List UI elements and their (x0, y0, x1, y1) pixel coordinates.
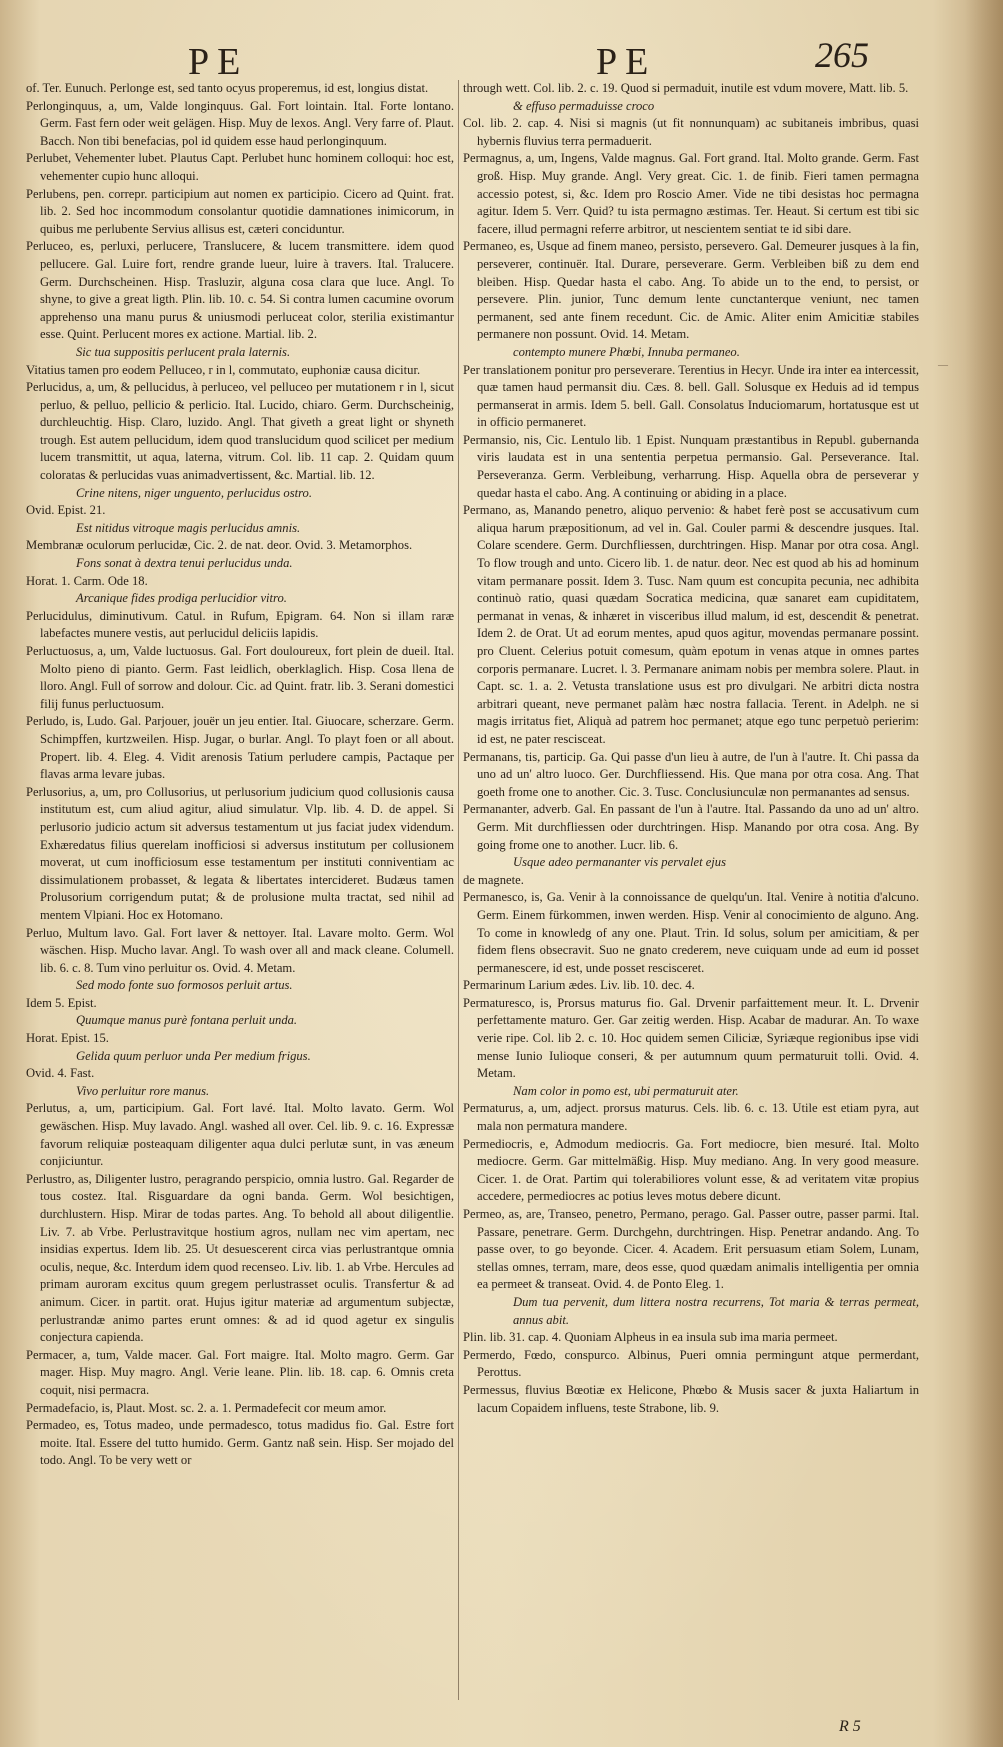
verse-quote: Arcanique fides prodiga perlucidior vitro. (76, 591, 287, 606)
running-head-left: PE (188, 41, 249, 83)
dictionary-entry: Perluo, Multum lavo. Gal. Fort laver & nettoyer. Ital. Lavare molto. Germ. Wol wäschen. Hisp. Mucho lavar. Angl. To wash over all and mack cleane. Columell. lib. 6. c. 8. Tum vino perluitur os. Ovid. 4. Metam. (26, 925, 454, 975)
dictionary-entry: Perluctuosus, a, um, Valde luctuosus. Gal. Fort douloureux, fort plein de dueil. Ital. Molto pieno di pianto. Germ. Fast leidlich, oberklaglich. Hisp. Cosa llena de lloro. Angl. Full of sorrow and dolour. Cic. ad Quint. fratr. lib. 3. Serani domestici filij funus perluctuosum. (26, 644, 454, 711)
dictionary-entry: Permaturesco, is, Prorsus maturus fio. Gal. Drvenir parfaittement meur. It. L. Drvenir perfettamente maturo. Ger. Gar zeitig werden. Hisp. Acabar de madurar. An. To waxe verie ripe. Col. lib 2. c. 10. Hoc quidem semen Ciliciæ, Syriæque regionibus ipse vidi mense Iunio Iulioque conseri, & per autumnum quum permaturuit tolli. Ovid. 4. Metam. (463, 995, 919, 1081)
dictionary-entry: Permacer, a, tum, Valde macer. Gal. Fort maigre. Ital. Molto magro. Germ. Gar mager. Hisp. Muy magro. Angl. Verie leane. Plin. lib. 18. cap. 6. Omnis creta coquit, nisi permacra. (26, 1347, 454, 1397)
verse-quote: Dum tua pervenit, dum littera nostra recurrens, Tot maria & terras permeat, annus abit. (513, 1294, 919, 1327)
dictionary-entry: Col. lib. 2. cap. 4. Nisi si magnis (ut fit nonnunquam) ac subitaneis imbribus, quasi hybernis fluvius terra permaduerit. (463, 116, 919, 148)
dictionary-entry: Perlusorius, a, um, pro Collusorius, ut perlusorium judicium quod collusionis causa institutum est, cum aliud agitur, aliud simulatur. Vlp. lib. 4. D. de appel. Si perlusorio judicio actum sit adversus testamentum ut jus faciat judex videndum. Exhæredatus filius querelam inofficiosi si adversus institutum per collusionem moverat, ut cum inofficiosum esse testamentum per instituti conniventiam ac dissimulationem probasset, & legata & libertates intercideret. Budæus tamen Prolusorium corrigendum putat; & de prolusione multa tractat, sed nihil ad mentem Vlpiani. Hoc ex Hotomano. (26, 784, 454, 922)
dictionary-entry: Permaturus, a, um, adject. prorsus maturus. Cels. lib. 6. c. 13. Utile est etiam pyra, aut mala non permatura mandere. (463, 1101, 919, 1134)
dictionary-entry: Plin. lib. 31. cap. 4. Quoniam Alpheus in ea insula sub ima maria permeet. (463, 1330, 838, 1345)
dictionary-entry: Permansio, nis, Cic. Lentulo lib. 1 Epist. Nunquam præstantibus in Republ. gubernanda viris laudata est in una sententia perpetua permansio. Gal. Perseverance. Ital. Perseveranza. Germ. Verbleibung, verharrung. Hisp. Aquella obra de perseverar y quedar hasta el cabo. Ang. A continuing or abiding in a place. (463, 432, 919, 500)
dictionary-entry: Perlucidus, a, um, & pellucidus, à perluceo, vel pelluceo per mutationem r in l, sicut perluo, & pelluo, pellicio & perlicio. Ital. Lucido, chiaro. Germ. Durchscheinig, durchleuchtig. Hisp. Claro, luzido. Angl. That giveth a great light or shyneth trough. Est autem pellucidum, idem quod translucidum quod scilicet per medium lucem transmittit, ut aqua, laterna, vitrum. Col. lib. 11 cap. 2. Quidam quum coloratas & perlucidas vuas animadvertissent, &c. Martial. lib. 12. (26, 380, 454, 483)
page-header (0, 28, 1003, 88)
dictionary-entry: Perludo, is, Ludo. Gal. Parjouer, jouër un jeu entier. Ital. Giuocare, scherzare. Germ. Schimpffen, kurtzweilen. Hisp. Jugar, o burlar. Angl. To playt foen or all about. Propert. lib. 4. Eleg. 4. Vidit arenosis Tatium perludere campis, Pactaque per flavas arma levare jubas. (26, 714, 454, 782)
verse-quote: contempto munere Phœbi, Innuba permaneo. (513, 344, 740, 359)
dictionary-entry: Perlonginquus, a, um, Valde longinquus. Gal. Fort lointain. Ital. Forte lontano. Germ. Fast fern oder weit gelägen. Hisp. Muy de lexos. Angl. Very farre of. Plaut. Bacch. Non tibi benefacias, pol id quidem esse haud perlonginquum. (26, 98, 454, 148)
dictionary-entry: Permaneo, es, Usque ad finem maneo, persisto, persevero. Gal. Demeurer jusques à la fin, perseverer, continuër. Ital. Durare, perseverare. Germ. Verbleiben biß zu dem end bleiben. Hisp. Quedar hasta el cabo. Ang. To abide un to the end, to persist, or persevere. Plin. junior, Tunc demum lente cunctanterque veniunt, nec tamen permanent, sed ante finem recedunt. Cic. de Amic. Aliter enim Amicitiæ stabiles permanere non possunt. Ovid. 14. Metam. (463, 239, 919, 342)
dictionary-entry: Permadeo, es, Totus madeo, unde permadesco, totus madidus fio. Gal. Estre fort moite. Ital. Essere del tutto humido. Germ. Gantz naß sein. Hisp. Ser mojado del todo. Angl. To be very wett or (26, 1418, 454, 1468)
dictionary-entry: Permarinum Larium ædes. Liv. lib. 10. dec. 4. (463, 978, 695, 993)
dictionary-entry: Perlutus, a, um, participium. Gal. Fort lavé. Ital. Molto lavato. Germ. Wol gewäschen. Hisp. Muy lavado. Angl. washed all over. Cel. lib. 9. c. 16. Expressæ favorum reliquiæ posteaquam diligenter aqua dulci perlutæ sunt, in vas æneum conjiciuntur. (26, 1101, 454, 1169)
dictionary-entry: of. Ter. Eunuch. Perlonge est, sed tanto ocyus properemus, id est, longius distat. (26, 81, 429, 95)
page-edge-shadow (965, 0, 1003, 1747)
dictionary-entry: de magnete. (463, 872, 524, 887)
dictionary-entry: Permeo, as, are, Transeo, penetro, Permano, perago. Gal. Passer outre, passer parmi. Ital. Passare, penetrare. Germ. Durchgehn, durchtringen. Hisp. Penetrar andando. Ang. To passe over, to go beyonde. Cicer. 4. Academ. Erit persuasum etiam Solem, Lunam, stellas omnes, terram, mare, deos esse, quod quædam animalis intelligentia per omnia ea permeet & transeat. Ovid. 4. de Ponto Eleg. 1. (463, 1207, 919, 1292)
verse-quote: Nam color in pomo est, ubi permaturuit ater. (513, 1083, 739, 1098)
dictionary-entry: Ovid. 4. Fast. (26, 1066, 95, 1081)
dictionary-entry: Vitatius tamen pro eodem Pelluceo, r in l, commutato, euphoniæ causa dicitur. (26, 362, 421, 377)
verse-quote: Sed modo fonte suo formosos perluit artus. (76, 978, 293, 993)
verse-quote: Est nitidus vitroque magis perlucidus amnis. (76, 520, 301, 535)
margin-mark: — (938, 360, 948, 371)
dictionary-entry: Perluceo, es, perluxi, perlucere, Translucere, & lucem transmittere. idem quod pellucere. Gal. Luire fort, rendre grande lueur, luire à travers. Ital. Tralucere. Germ. Durchscheinen. Hisp. Trasluzir, alguna cosa clara que luce. Angl. To shyne, to give a great ligth. Plin. lib. 10. c. 54. Si contra lumen cacumine ovorum apprehenso una manu purus & uniusmodi perluceat color, sterilia existimantur esse. Quint. Perlucent mores ex actione. Martial. lib. 2. (26, 239, 454, 342)
dictionary-entry: Permananter, adverb. Gal. En passant de l'un à l'autre. Ital. Passando da uno ad un' altro. Germ. Mit durchfliessen oder durchtringen. Hisp. Manando por otra cosa. Ang. By going frome one to another. Lucr. lib. 6. (463, 802, 919, 852)
dictionary-entry: Horat. Epist. 15. (26, 1031, 109, 1046)
dictionary-entry: Horat. 1. Carm. Ode 18. (26, 573, 148, 588)
verse-quote: Sic tua suppositis perlucent prala laternis. (76, 344, 291, 359)
dictionary-entry: Permadefacio, is, Plaut. Most. sc. 2. a. 1. Permadefecit cor meum amor. (26, 1400, 387, 1415)
dictionary-entry: Perlubet, Vehementer lubet. Plautus Capt. Perlubet hunc hominem colloqui: hoc est, vehementer cupio hunc alloqui. (26, 151, 454, 183)
dictionary-entry: Membranæ oculorum perlucidæ, Cic. 2. de nat. deor. Ovid. 3. Metamorphos. (26, 538, 413, 553)
verse-quote: Gelida quum perluor unda Per medium frigus. (76, 1048, 311, 1063)
dictionary-entry: Perlustro, as, Diligenter lustro, peragrando perspicio, omnia lustro. Gal. Regarder de tous costez. Ital. Risguardare da ogni banda. Germ. Wol besichtigen, durchlustern. Hisp. Mirar de todas partes. Ang. To behold all about diligentlie. Liv. 7. ab Vrbe. Perlustravitque hostium agros, nullam nec vim apertam, nec insidias expertus. Idem lib. 25. Ut desuescerent circa vias perlustrantque omnia oculis, neque, &c. Interdum idem quod recenseo. Liv. lib. 1. ab Vrbe. Hercules ad primam auroram excitus quum gregem perlustrasset oculis. Transfertur & ad animum. Cicer. in partit. orat. Hujus igitur materiæ ad argumentum subjectæ, perlustrandæ animo partes erunt omnes: & ad id quod agetur ex singulis conjectura capienda. (26, 1171, 454, 1345)
dictionary-entry: Permanesco, is, Ga. Venir à la connoissance de quelqu'un. Ital. Venire à notitia d'alcuno. Germ. Einem fürkommen, inwen werden. Hisp. Venir al conocimiento de alguno. Ang. To come in knowledg of any one. Plaut. Trin. Id solus, solum per amicitiam, & per fidem flens obsecravit. Suo ne gnato crederem, neve cuiquam unde ad eum id posset permanescere, id est, unde posset rescisceret. (463, 890, 919, 975)
verse-quote: Vivo perluitur rore manus. (76, 1083, 210, 1098)
dictionary-entry: Perlubens, pen. correpr. participium aut nomen ex participio. Cicero ad Quint. frat. lib. 2. Sed hoc incommodum consolantur quotidie damnationes inimicorum, in quibus me perlubente Servius allisus est, cæteri conciduntur. (26, 186, 454, 236)
dictionary-entry: Permessus, fluvius Bœotiæ ex Helicone, Phœbo & Musis sacer & juxta Haliartum in lacum Copaidem influens, teste Strabone, lib. 9. (463, 1382, 919, 1415)
dictionary-entry: Permagnus, a, um, Ingens, Valde magnus. Gal. Fort grand. Ital. Molto grande. Germ. Fast groß. Hisp. Muy grande. Angl. Very great. Cic. 1. de finib. Fieri tamen permagna accessio potest, si, &c. Idem pro Roscio Amer. Vide ne tibi desistas hoc permagna agitur. Idem 5. Verr. Quid? tu ista permagno æstimas. Ter. Heaut. Si certum est tibi sic facere, illud permagni referre arbitror, ut nescientem sentiat te id sibi dare. (463, 151, 919, 236)
dictionary-entry: Idem 5. Epist. (26, 995, 97, 1010)
dictionary-entry: Per translationem ponitur pro perseverare. Terentius in Hecyr. Unde ira inter ea intercessit, quæ tamen haud permansit diu. Cæs. 8. bell. Gall. Solusque ex Heduis ad id tempus permanserat in armis. Idem 5. bell. Gall. Consolatus Induciomarum, hortatusque est ut in officio permaneret. (463, 362, 919, 430)
dictionary-entry: Ovid. Epist. 21. (26, 503, 106, 518)
running-head-center: PE (596, 41, 657, 83)
right-column (463, 80, 919, 1707)
dictionary-entry: Perlucidulus, diminutivum. Catul. in Rufum, Epigram. 64. Non si illam raræ labefactes munere vestis, aut perlucidul deliciis lapidis. (26, 608, 454, 641)
dictionary-entry: Permediocris, e, Admodum mediocris. Ga. Fort mediocre, bien mesuré. Ital. Molto mediocre. Germ. Gar mittelmäßig. Hisp. Muy mediano. Ang. In very good measure. Cicer. 1. de Orat. Partim qui tolerabiliores volunt esse, & ad veritatem vitæ propius accedere, permediocres ac potius leves motus debere dicunt. (463, 1136, 919, 1204)
verse-quote: Usque adeo permananter vis pervalet ejus (513, 855, 726, 870)
verse-quote: Crine nitens, niger unguento, perlucidus ostro. (76, 485, 313, 500)
page-number: 265 (815, 35, 869, 75)
column-divider (458, 80, 459, 1700)
verse-quote: Fons sonat à dextra tenui perlucidus unda. (76, 556, 293, 571)
dictionary-entry: Permano, as, Manando penetro, aliquo pervenio: & habet ferè post se accusativum cum aliqua harum præpositionum, ad vel in. Gal. Couler parmi & descendre jusques. Ital. Colare scendere. Germ. Durchfliessen, durchtringen. Hisp. Manar por otra cosa. Angl. To flow trough and unto. Cicero lib. 1. de natur. deor. Nec est quod ab his ad hominum vitam permanare possit. Idem 3. Tusc. Nam quum est concupita pecunia, nec adhibita continuò ratio, quasi quædam Socratica medicina, quæ sanaret eam cupiditatem, permanat in venas, & inhæret in visceribus illud malum, id est, descendit & penetrat. Idem 2. de Orat. Ut ad eorum mentes, apud quos agitur, movendas permanare possint. pro Cluent. Celerius potuit comesum, quàm epotum in venas atque in omnes partes corporis permanare. Lucret. l. 3. Permanare animam nobis per membra solere. Plaut. in Capt. sc. 1. a. 2. Vetusta translatione usus est pro divulgari. Ne arbitri dicta nostra arbitrari queant, neve permanet palàm hæc nostra fallacia. Terent. in Adelph. ne si magis irritatus fiet, Aliquà ad patrem hoc permanet; atque ego tunc perpetuò perierim: id est, ne pater rescisceat. (463, 503, 919, 746)
left-column (26, 80, 454, 1707)
verse-quote: Quumque manus purè fontana perluit unda. (76, 1013, 298, 1028)
verse-quote: & effuso permaduisse croco (513, 98, 655, 113)
dictionary-entry: Permerdo, Fœdo, conspurco. Albinus, Pueri omnia permingunt atque permerdant, Perottus. (463, 1347, 919, 1380)
dictionary-entry: through wett. Col. lib. 2. c. 19. Quod si permaduit, inutile est vdum movere, Matt. lib. 5. (463, 81, 909, 95)
dictionary-entry: Permanans, tis, particip. Ga. Qui passe d'un lieu à autre, de l'un à l'autre. It. Chi passa da uno ad un' altro luoco. Ger. Durchfliessend. His. Que mana por otra cosa. Ang. That goeth frome one to another. Cic. 3. Tusc. Conclusiunculæ non permanantes ad sensus. (463, 749, 919, 799)
signature-mark: R 5 (839, 1718, 861, 1735)
